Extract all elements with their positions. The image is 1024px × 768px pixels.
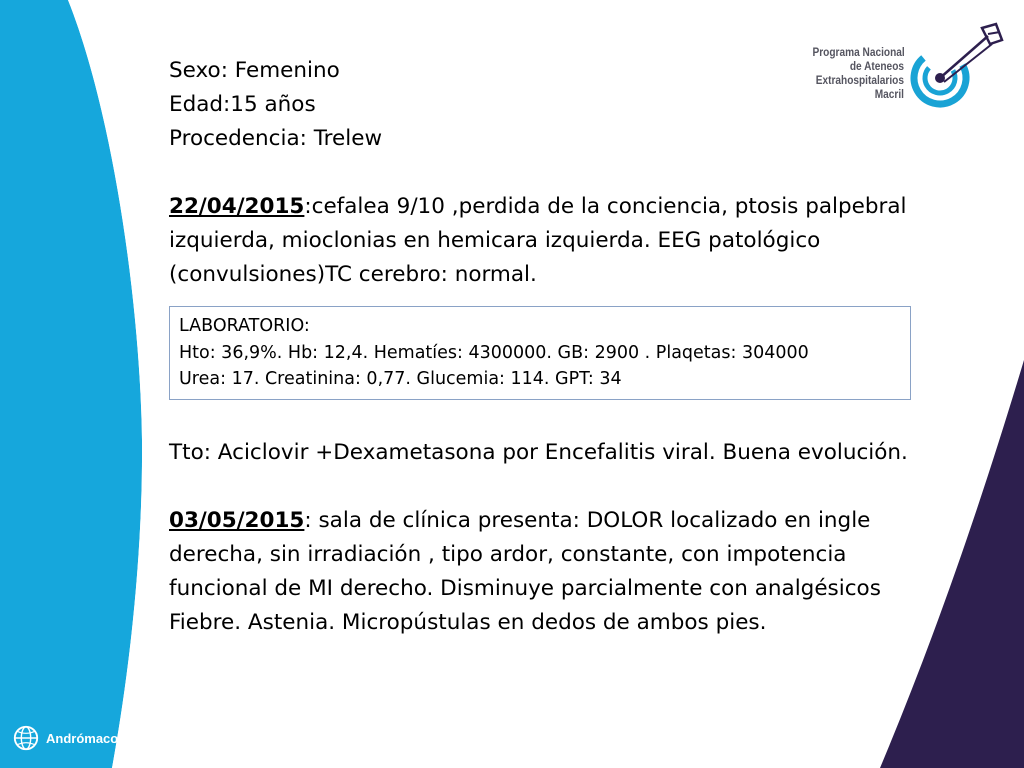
entry-2-date: 03/05/2015 [169, 507, 305, 533]
case-content [169, 54, 929, 640]
lab-title: LABORATORIO: [179, 316, 310, 336]
footer-brand: Andrómaco [46, 730, 119, 746]
patient-sex: Sexo: Femenino [169, 58, 340, 83]
spacer [169, 470, 929, 504]
spacer [169, 156, 929, 190]
left-blue-band [0, 0, 142, 768]
logo-line-1: Programa Nacional [812, 47, 905, 59]
entry-2-text: : sala de clínica presenta: DOLOR localizado en ingle derecha, sin irradiación , tipo ardor, constante, con impotencia funcional de MI derecho. Disminuye parcialmente con analgésicos Fiebre. Astenia. Micropústulas en dedos de ambos pies. [169, 507, 881, 635]
patient-age: Edad:15 años [169, 92, 316, 117]
globe-icon [12, 724, 40, 752]
patient-origin: Procedencia: Trelew [169, 126, 383, 151]
entry-2 [169, 504, 929, 640]
treatment-text: Tto: Aciclovir +Dexametasona por Encefalitis viral. Buena evolución. [169, 439, 908, 465]
logo-line-2: de Ateneos [849, 61, 904, 73]
entry-1-date: 22/04/2015 [169, 194, 305, 219]
logo-line-4: Macril [874, 89, 904, 101]
andromaco-logo [12, 722, 118, 754]
entry-1-text: :cefalea 9/10 ,perdida de la conciencia, ptosis palpebral izquierda, mioclonias en hemicara izquierda. EEG patológico (convulsiones)TC cerebro: normal. [169, 194, 907, 287]
entry-1 [169, 190, 929, 292]
lab-line-2: Urea: 17. Creatinina: 0,77. Glucemia: 114. GPT: 34 [179, 369, 622, 389]
lab-results-box [169, 306, 911, 400]
lab-line-1: Hto: 36,9%. Hb: 12,4. Hematíes: 4300000. GB: 2900 . Plaqetas: 304000 [179, 342, 809, 363]
logo-line-3: Extrahospitalarios [815, 75, 904, 87]
